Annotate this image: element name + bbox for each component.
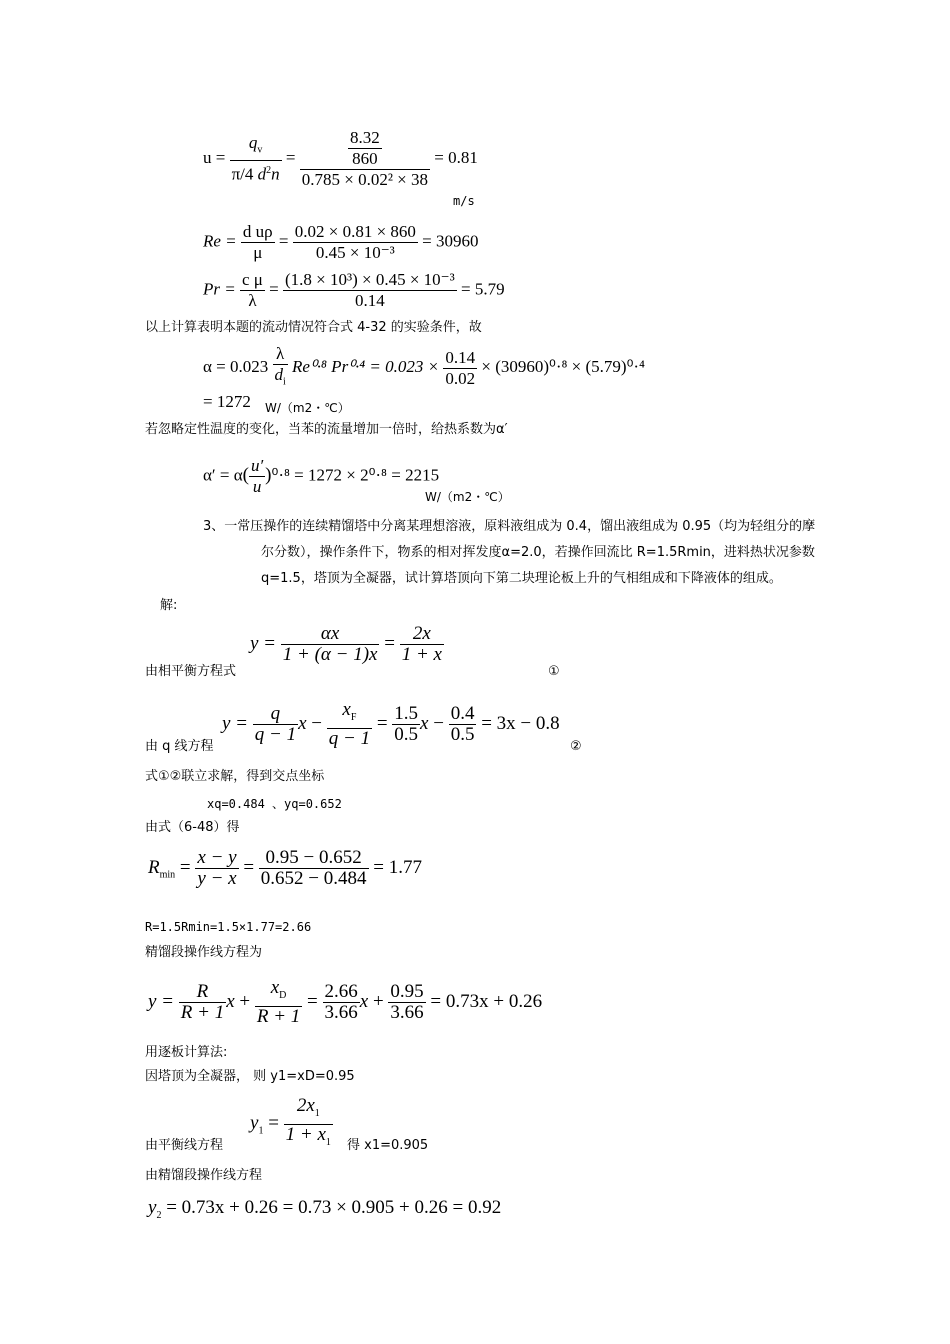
solution-label: 解:	[160, 598, 178, 613]
unit-label: W/（m2・℃）	[265, 401, 350, 415]
text-line: 由精馏段操作线方程	[145, 1168, 263, 1183]
equation-marker: ①	[548, 664, 560, 679]
unit-label: m/s	[453, 194, 475, 208]
reynolds-equation: Re = $\frac{\text{d uρ}}{\mu}$ = $\frac{0.02 \times 0.81 \times 860}{\text{0.45 × 10⁻³}}$ = 30960	[203, 222, 479, 262]
y1-equation: $y_1$ = $\frac{2x_1}{1 + x_1}$	[250, 1095, 331, 1148]
eq-result: = 0.81	[434, 147, 478, 167]
prandtl-equation: Pr = $\frac{\text{c μ}}{\lambda}$ = $\frac{\text{(1.8 × 10³) × 0.45 × 10⁻³}}{0.14}$ = 5.79	[203, 270, 505, 310]
fraction: $\frac{q_v}{\pi/4 d^2n}$	[231, 132, 280, 185]
equilibrium-equation: y = $\frac{\alpha x}{1 + (\alpha - 1)x}$ = $\frac{2x}{1 + x}$	[250, 623, 442, 665]
text-line: 由式（6-48）得	[145, 820, 240, 835]
text-line: 由 q 线方程	[145, 739, 214, 754]
rectifying-line-equation: y = $\frac{R}{R + 1}$ x + $\frac{x_D}{R + 1}$ = $\frac{2.66}{3.66}$ x + $\frac{0.95}{3.66}$ = 0.73x + 0.26	[148, 977, 543, 1027]
problem-statement: 3、一常压操作的连续精馏塔中分离某理想溶液，原料液组成为 0.4，馏出液组成为 0.95（均为轻组分的摩尔分数），操作条件下，物系的相对挥发度α=2.0，若操作回流比 R=1.5Rmin，进料热状况参数 q=1.5，塔顶为全凝器，试计算塔顶向下第二块理论板上升的气相组成和下降液体的组成。	[203, 519, 816, 586]
eq-text: u =	[203, 147, 226, 167]
text-line: R=1.5Rmin=1.5×1.77=2.66	[145, 920, 312, 934]
q-line-equation: y = $\frac{q}{q - 1}$ x − $\frac{x_F}{q - 1}$ = $\frac{1.5}{0.5}$ x − $\frac{0.4}{0.5}$ = 3x − 0.8	[222, 699, 560, 749]
alpha-result: = 1272	[203, 392, 251, 411]
text-line: 用逐板计算法:	[145, 1045, 228, 1060]
velocity-equation: u = $\frac{q_v}{\pi/4 d^2n}$ = $\frac{\frac{8.32}{860}}{\text{0.785 × 0.02² × 38}}$ = 0.81	[203, 128, 478, 189]
text-line: 式①②联立求解，得到交点坐标	[145, 769, 325, 784]
rmin-equation: $R_{min}$ = $\frac{x - y}{y - x}$ = $\frac{0.95 - 0.652}{0.652 - 0.484}$ = 1.77	[148, 847, 422, 889]
y2-equation: $y_2 = 0.73x + 0.26 = 0.73 \times 0.905 + 0.26 = 0.92$	[148, 1197, 502, 1221]
text-line: 由相平衡方程式	[145, 664, 237, 679]
text-line: 以上计算表明本题的流动情况符合式 4-32 的实验条件，故	[145, 320, 482, 335]
unit-label: W/（m2・℃）	[425, 490, 510, 504]
text-line: 精馏段操作线方程为	[145, 945, 263, 960]
alpha-equation: α = 0.023 $\frac{\lambda}{d_i}$ Re⁰·⁸ Pr⁰·⁴ = 0.023 × $\frac{0.14}{0.02}$ × (30960)⁰·⁸ × (5.79)⁰·⁴	[203, 344, 645, 388]
text-line: xq=0.484 、yq=0.652	[207, 797, 342, 811]
text-line: 因塔顶为全凝器， 则 y1=xD=0.95	[145, 1069, 355, 1084]
text-line: 得 x1=0.905	[347, 1138, 429, 1153]
equation-marker: ②	[570, 739, 582, 754]
text-line: 由平衡线方程	[145, 1138, 224, 1153]
alpha-prime-equation: α′ = α( $\frac{u'}{u}$ )⁰·⁸ = 1272 × 2⁰·⁸ = 2215	[203, 456, 440, 496]
fraction: $\frac{\frac{8.32}{860}}{\text{0.785 × 0.02² × 38}}$	[301, 128, 429, 189]
text-line: 若忽略定性温度的变化，当苯的流量增加一倍时，给热系数为α′	[145, 422, 508, 437]
